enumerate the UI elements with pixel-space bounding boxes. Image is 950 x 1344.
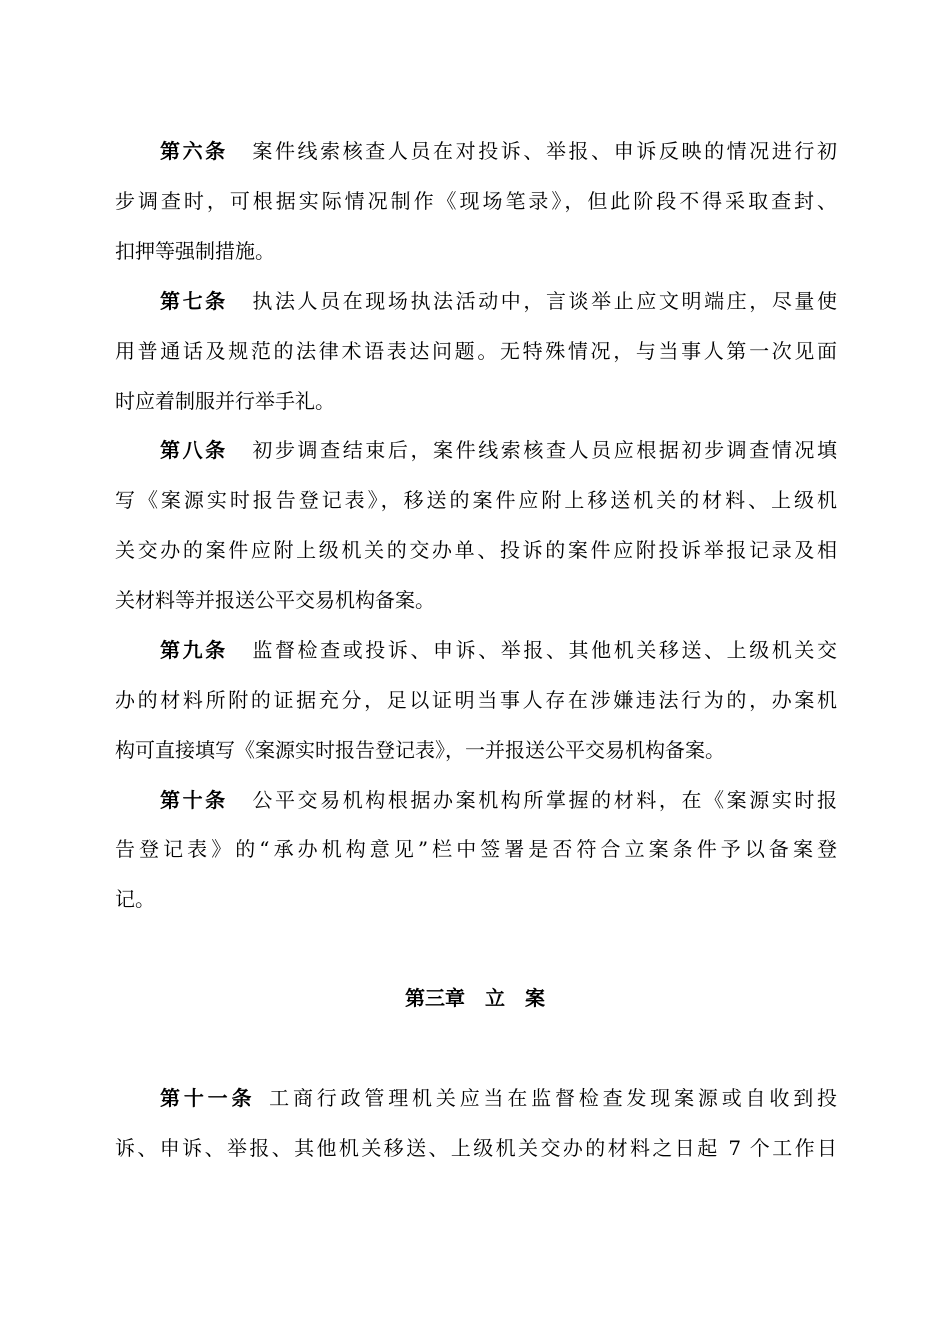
- article-9-line-2: 办的材料所附的证据充分，足以证明当事人存在涉嫌违法行为的，办案机: [115, 688, 837, 712]
- article-10-text-1: 公平交易机构根据办案机构所掌握的材料，在《案源实时报: [249, 788, 838, 812]
- article-8-line-3: 关交办的案件应附上级机关的交办单、投诉的案件应附投诉举报记录及相: [115, 538, 837, 562]
- article-11-text-1: 工商行政管理机关应当在监督检查发现案源或自收到投: [265, 1086, 838, 1110]
- article-9-line-3: 构可直接填写《案源实时报告登记表》，一并报送公平交易机构备案。: [115, 738, 725, 762]
- article-10-line-3: 记。: [115, 887, 155, 911]
- article-8-line-4: 关材料等并报送公平交易机构备案。: [115, 588, 435, 612]
- article-11-line-2: 诉、申诉、举报、其他机关移送、上级机关交办的材料之日起 7 个工作日: [115, 1136, 837, 1160]
- article-10-line-1: [160, 783, 837, 817]
- article-8-line-2: 写《案源实时报告登记表》，移送的案件应附上移送机关的材料、上级机: [115, 488, 837, 512]
- article-8-line-1: [160, 433, 837, 467]
- article-9-line-1: [160, 633, 837, 667]
- article-6-line-2: 步调查时，可根据实际情况制作《现场笔录》，但此阶段不得采取查封、: [115, 189, 837, 213]
- article-10-heading: 第十条: [160, 788, 228, 812]
- article-8-heading: 第八条: [160, 438, 228, 462]
- article-7-text-1: 执法人员在现场执法活动中，言谈举止应文明端庄，尽量使: [249, 289, 838, 313]
- article-9-text-1: 监督检查或投诉、申诉、举报、其他机关移送、上级机关交: [249, 638, 838, 662]
- article-9-heading: 第九条: [160, 638, 228, 662]
- article-6-line-3: 扣押等强制措施。: [115, 239, 275, 263]
- chapter-title: 第三章 立 案: [405, 986, 545, 1010]
- article-6-text-1: 案件线索核查人员在对投诉、举报、申诉反映的情况进行初: [249, 139, 838, 163]
- article-7-line-2: 用普通话及规范的法律术语表达问题。无特殊情况，与当事人第一次见面: [115, 339, 837, 363]
- article-6-heading: 第六条: [160, 139, 228, 163]
- article-8-text-1: 初步调查结束后，案件线索核查人员应根据初步调查情况填: [249, 438, 838, 462]
- article-6-line-1: [160, 134, 837, 168]
- article-11-heading: 第十一条: [160, 1086, 256, 1110]
- article-7-heading: 第七条: [160, 289, 228, 313]
- article-7-line-3: 时应着制服并行举手礼。: [115, 389, 335, 413]
- article-11-line-1: [160, 1081, 837, 1115]
- article-7-line-1: [160, 284, 837, 318]
- article-10-line-2: 告登记表》的“承办机构意见”栏中签署是否符合立案条件予以备案登: [115, 837, 837, 861]
